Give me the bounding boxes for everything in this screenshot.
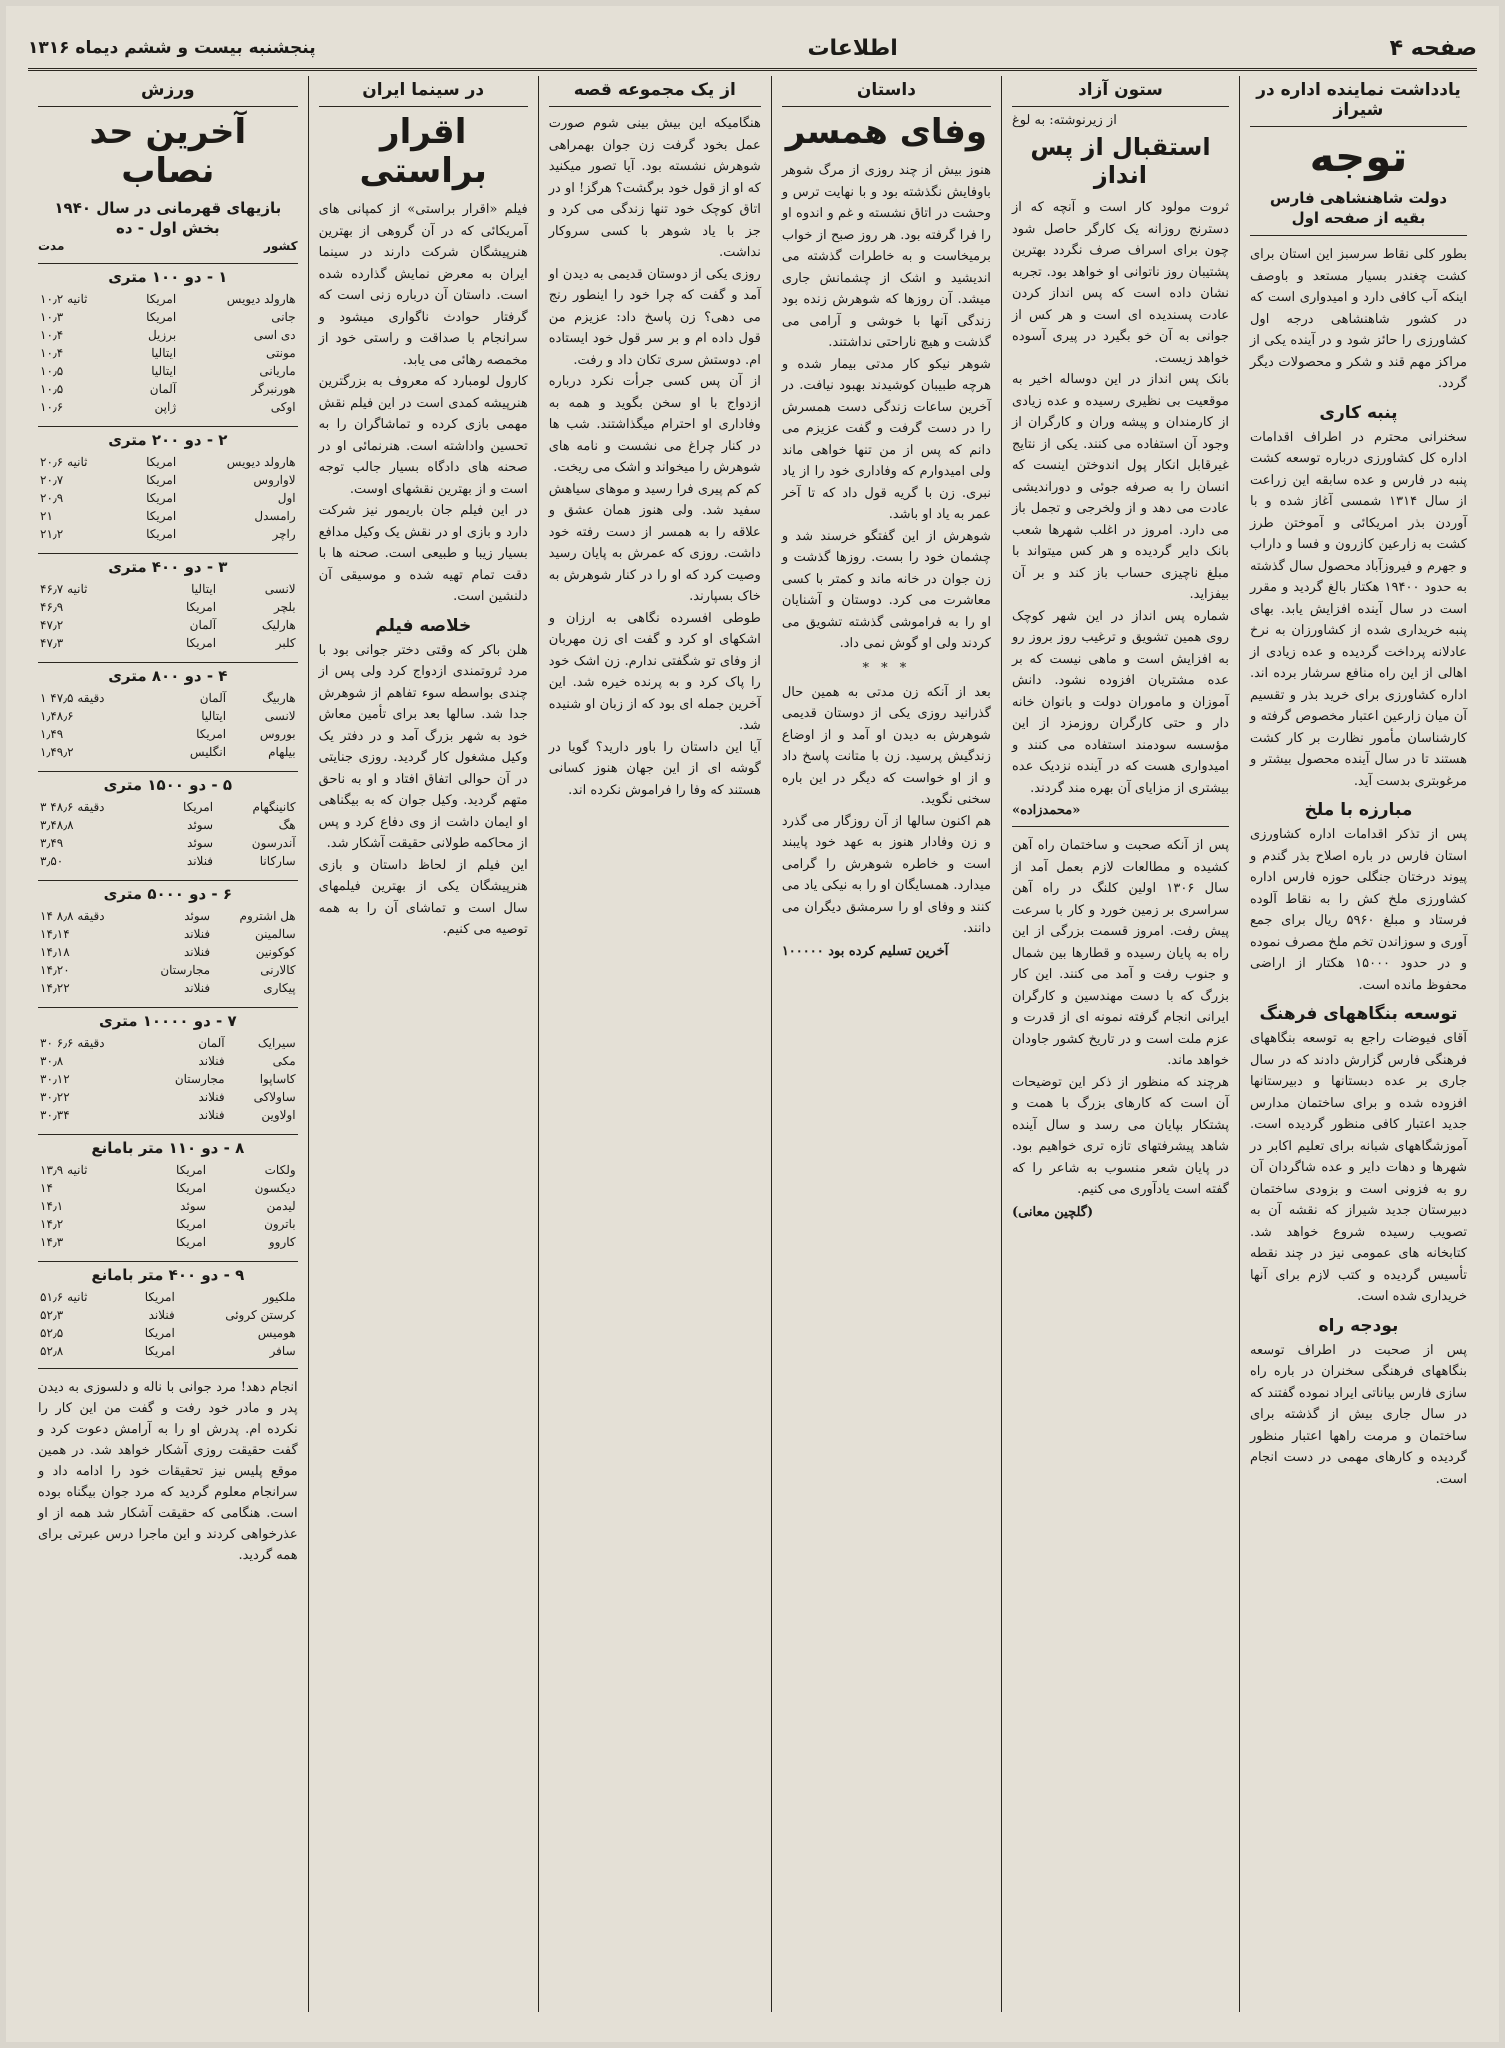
table-row	[38, 1324, 298, 1342]
table-row	[38, 308, 298, 326]
results-table	[38, 907, 298, 997]
issue-date: پنجشنبه بیست و ششم دیماه ۱۳۱۶	[28, 38, 316, 58]
header-country: کشور	[264, 239, 298, 254]
table-row	[38, 1161, 298, 1179]
paper-title: اطلاعات	[807, 35, 898, 61]
result-time: ۱۳٫۹ ثانیه	[40, 1163, 88, 1178]
result-time: ۲۰٫۹	[40, 491, 64, 506]
athlete-country: امریکا	[186, 600, 217, 615]
sports-subheading: بازیهای قهرمانی در سال ۱۹۴۰	[54, 199, 282, 218]
section-heading: پنبه کاری	[1319, 402, 1398, 423]
result-time: ۱۰٫۴	[40, 328, 64, 343]
event-title: ۲ - دو ۲۰۰ متری	[38, 426, 298, 449]
article-deck: دولت شاهنشاهی فارس	[1269, 189, 1448, 208]
result-time: ۳۰٫۳۴	[40, 1108, 70, 1123]
author-signature: «محمدزاده»	[1011, 803, 1081, 819]
athlete-country: آلمان	[199, 691, 227, 706]
athlete-name: سیرایک	[257, 1036, 296, 1051]
article-paragraph: پس از صحبت در اطراف توسعه بنگاههای فرهنگی سخنران در باره راه سازی فارس بیاناتی ایراد نموده گفتند که در سال جاری بیش از گذشته برای ساختمان و مرمت راهها اعتبار منظور گردیده و کارهای مهمی در دست انجام است.	[1249, 1342, 1467, 1487]
athlete-name: مکی	[272, 1054, 296, 1069]
result-time: ۲۱	[40, 509, 53, 524]
athlete-name: هگ	[278, 818, 296, 833]
athlete-name: سارکانا	[259, 854, 296, 869]
table-row	[38, 743, 298, 761]
athlete-name: لیدمن	[266, 1199, 296, 1214]
table-row	[38, 598, 298, 616]
athlete-country: آلمان	[198, 1036, 225, 1051]
table-row	[38, 707, 298, 725]
column-label: یادداشت نماینده اداره در شیراز	[1250, 76, 1467, 127]
result-time: ۴۷٫۲	[40, 618, 64, 633]
masthead	[28, 28, 1477, 71]
athlete-country: سوئد	[184, 909, 211, 924]
athlete-country: ایتالیا	[151, 346, 177, 361]
table-row	[38, 616, 298, 634]
athlete-name: جانی	[271, 310, 296, 325]
athlete-name: ولکات	[264, 1163, 296, 1178]
result-time: ۱۴ دقیقه ۸٫۸	[40, 909, 105, 924]
table-row	[38, 979, 298, 997]
table-row	[38, 1215, 298, 1233]
article-paragraph: ثروت مولود کار است و آنچه که از دسترنج روزانه یک کارگر حاصل شود چون برای اسراف صرف نگردد بهترین پشتیبان روز ناتوانی او خواهد بود. تجربه نشان داده است که پس انداز کردن عادت پسندیده ای است و هر کس از جوانی به آن خو بگیرد در پیری آسوده خواهد زیست.	[1011, 200, 1229, 366]
table-row	[38, 1288, 298, 1306]
athlete-country: امریکا	[146, 527, 177, 542]
athlete-name: بیلهام	[268, 745, 296, 760]
result-time: ۵۲٫۵	[40, 1326, 64, 1341]
table-row	[38, 525, 298, 543]
review-paragraph: فیلم «اقرار براستی» از کمپانی های آمریکائی که در آن گروهی از بهترین هنرپیشگان شرکت دارند در سینما ایران به معرض نمایش گذارده شده است. داستان آن درباره زنی است که گرفتار حوادث ناگواری میشود و سرانجام با صداقت و راستی خود از مخمصه رهائی می یابد.	[318, 202, 528, 368]
review-paragraph: این فیلم از لحاظ داستان و بازی هنرپیشگان یکی از بهترین فیلمهای سال است و تماشای آن را به همه توصیه می کنیم.	[318, 857, 528, 938]
table-row	[38, 1070, 298, 1088]
table-row	[38, 380, 298, 398]
table-row	[38, 1233, 298, 1251]
result-time: ۳ دقیقه ۴۸٫۶	[40, 800, 105, 815]
results-table	[38, 1288, 298, 1360]
newspaper-page	[6, 6, 1499, 2042]
result-time: ۵۲٫۳	[40, 1308, 64, 1323]
athlete-name: دیکسون	[254, 1181, 296, 1196]
athlete-country: سوئد	[187, 836, 214, 851]
athlete-name: راچر	[272, 527, 296, 542]
table-row	[38, 798, 298, 816]
table-row	[38, 634, 298, 652]
story-paragraph: هم اکنون سالها از آن روزگار می گذرد و زن وفادار هنوز به عهد خود پایبند است و خاطره شوهرش را گرامی میدارد. همسایگان او را به نیکی یاد می کنند و وفای او را سرمشق دیگران می دانند.	[781, 813, 991, 937]
athlete-country: امریکا	[144, 1290, 175, 1305]
header-time: مدت	[38, 239, 65, 254]
result-time: ۴۶٫۹	[40, 600, 64, 615]
column-label: ورزش	[38, 76, 298, 107]
columns	[28, 76, 1477, 2012]
article-deck-continued: بقیه از صفحه اول	[1291, 209, 1426, 228]
review-paragraph: هلن باکر که وقتی دختر جوانی بود با مرد ثروتمندی ازدواج کرد ولی پس از چندی بواسطه سوء تفاهم از شوهرش جدا شد. سالها بعد برای تأمین معاش خود به شهر بزرگ آمد و در دفتر یک وکیل مشغول کار گردید. روزی جنایتی در آن حوالی اتفاق افتاد و او به ناحق متهم گردید. وکیل جوان که به بیگناهی او ایمان داشت از وی دفاع کرد و پس از محاکمه طولانی حقیقت آشکار شد.	[318, 642, 528, 852]
athlete-name: هارولد دیویس	[226, 455, 296, 470]
result-time: ۴۶٫۷ ثانیه	[40, 582, 88, 597]
event-title: ۴ - دو ۸۰۰ متری	[38, 662, 298, 685]
result-time: ۱۰٫۲ ثانیه	[40, 292, 88, 307]
athlete-name: ملکیور	[262, 1290, 296, 1305]
athlete-country: سوئد	[180, 1199, 207, 1214]
athlete-name: هومیس	[257, 1326, 296, 1341]
results-table	[38, 1034, 298, 1124]
athlete-name: لاواروس	[253, 473, 296, 488]
result-time: ۲۰٫۷	[40, 473, 64, 488]
results-table	[38, 290, 298, 416]
column-label: داستان	[782, 76, 991, 107]
athlete-name: لانسی	[264, 709, 296, 724]
article-headline: توجه	[1309, 132, 1408, 181]
table-row	[38, 1306, 298, 1324]
athlete-name: بوروس	[259, 727, 296, 742]
event-title: ۷ - دو ۱۰۰۰۰ متری	[38, 1007, 298, 1030]
results-table	[38, 580, 298, 652]
athlete-country: امریکا	[176, 1163, 207, 1178]
athlete-country: ایتالیا	[201, 709, 227, 724]
athlete-name: آندرسون	[251, 836, 296, 851]
athlete-name: دی اسی	[253, 328, 296, 343]
column-story-continued	[538, 76, 771, 2012]
athlete-name: هاربیگ	[262, 691, 296, 706]
article-paragraph: سخنرانی محترم در اطراف اقدامات اداره کل کشاورزی درباره توسعه کشت پنبه در فارس و عده سابقه این زراعت از سال ۱۳۱۴ شمسی آغاز شده و با آوردن بذر امریکائی و آموختن طرز کشت به زارعین کازرون و فسا و داراب و جهرم و فیروزآباد محصول سال گذشته به حدود ۱۹۴۰۰ هکتار بالغ گردید و مقرر است در سال آینده افزایش یابد. بهای پنبه خریداری شده از کشاورزان به نرخ عادلانه پرداخت گردیده و عده زیادی از اهالی از این راه منافع سرشار برده اند. اداره کشاورزی برای خرید بذر و تقسیم آن میان زارعین اعتبار مخصوص گرفته و کارشناسان مأمور نظارت بر کار کشت هستند تا در سال آینده محصول بیشتر و مرغوبتری بدست آید.	[1249, 429, 1468, 789]
article-paragraph: آقای فیوضات راجع به توسعه بنگاههای فرهنگی فارس گزارش دادند که در سال جاری بر عده دبستانها و دبیرستانها افزوده شده و برای ساختمان مدارس جدید اعتبار کافی منظور گردیده است. آموزشگاههای شبانه برای تعلیم اکابر در شهرها و دهات دایر و عده شاگردان آن رو به فزونی است و بزودی ساختمان دبیرستان جدید شیراز که نقشه آن به تصویب رسیده شروع خواهد شد. کتابخانه های عمومی نیز در چند نقطه تأسیس گردیده و کتب لازم برای آنها خریداری شده است.	[1249, 1031, 1467, 1305]
athlete-name: پیکاری	[263, 981, 296, 996]
table-row	[38, 1179, 298, 1197]
result-time: ۱٫۴۹٫۲	[40, 745, 74, 760]
story-paragraph: شوهر نیکو کار مدتی بیمار شده و هرچه طبیبان کوشیدند بهبود نیافت. در آخرین ساعات زندگی دست همسرش را در دست گرفت و گفت عزیزم می دانم که پس از من تنها خواهی ماند ولی امیدوارم که وفاداری خود را از یاد نبری. زن با گریه قول داد که تا آخر عمر به یاد او باشد.	[781, 356, 991, 523]
table-row	[38, 1052, 298, 1070]
athlete-country: امریکا	[144, 1344, 175, 1359]
result-time: ۱۰٫۶	[40, 400, 64, 415]
athlete-country: امریکا	[146, 310, 177, 325]
review-paragraph: در این فیلم جان باریمور نیز شرکت دارد و بازی او در نقش یک وکیل مدافع بسیار زیبا و طبیعی است. صحنه ها با دقت تمام تهیه شده و موسیقی آن دلنشین است.	[318, 503, 528, 605]
athlete-name: ماریانی	[259, 364, 296, 379]
byline: از زیرنوشته: به لوغ	[1011, 113, 1117, 128]
result-time: ۲۰٫۶ ثانیه	[40, 455, 88, 470]
story-paragraph: روزی یکی از دوستان قدیمی به دیدن او آمد و گفت که چرا خود را اینطور رنج می دهی؟ زن پاسخ داد: عزیزم من قول داده ام و بر سر قول خود ایستاده ام. دوستش سری تکان داد و رفت.	[548, 266, 761, 368]
story-paragraph: هنگامیکه این بیش بینی شوم صورت عمل بخود گرفت زن جوان بهمراهی شوهرش نشسته بود. آیا تصور میکنید که او از قول خود برگشت؟ هرگز! او در اتاق کوچک خود تنها زندگی می کرد و جز با یاد شوهر با کسی سروکار نداشت.	[548, 116, 761, 260]
result-time: ۳٫۵۰	[40, 854, 64, 869]
table-row	[38, 362, 298, 380]
athlete-country: آلمان	[149, 382, 177, 397]
column-story	[771, 76, 1001, 2012]
author-signature: (گلچین معانی)	[1011, 1204, 1094, 1220]
table-row	[38, 1034, 298, 1052]
table-row	[38, 1342, 298, 1360]
athlete-name: هارولد دیویس	[226, 292, 296, 307]
review-paragraph: کارول لومبارد که معروف به بزرگترین هنرپیشه کمدی است در این فیلم نقش مهمی بازی کرده و تماشاگران را به تحسین واداشته است. هنرنمائی او در صحنه های دادگاه بسیار جالب توجه است و از بهترین نقشهای اوست.	[318, 374, 528, 497]
athlete-country: مجارستان	[174, 1072, 225, 1087]
section-break: * * *	[862, 660, 911, 676]
article-headline: استقبال از پس انداز	[1030, 133, 1211, 189]
table-row	[38, 925, 298, 943]
athlete-country: امریکا	[146, 491, 177, 506]
result-time: ۳۰ دقیقه ۶٫۶	[40, 1036, 105, 1051]
athlete-country: امریکا	[176, 1235, 207, 1250]
story-headline: وفای همسر	[785, 112, 988, 152]
athlete-country: انگلیس	[189, 745, 227, 760]
athlete-country: امریکا	[183, 800, 214, 815]
results-header	[38, 239, 298, 253]
result-time: ۵۲٫۸	[40, 1344, 64, 1359]
table-row	[38, 580, 298, 598]
result-time: ۵۱٫۶ ثانیه	[40, 1290, 88, 1305]
athlete-name: کلبر	[275, 636, 296, 651]
event-title: ۶ - دو ۵۰۰۰ متری	[38, 880, 298, 903]
column-label: ستون آزاد	[1012, 76, 1229, 107]
event-title: ۳ - دو ۴۰۰ متری	[38, 553, 298, 576]
story-paragraph: از آن پس کسی جرأت نکرد درباره ازدواج با او سخن بگوید و همه به وفاداری او احترام میگذاشتند. شب ها در کنار چراغ می نشست و نامه های شوهرش را میخواند و اشک می ریخت.	[548, 374, 761, 475]
results-table	[38, 798, 298, 870]
result-time: ۱٫۴۸٫۶	[40, 709, 74, 724]
article-paragraph: بانک پس انداز در این دوساله اخیر به موقعیت بی نظیری رسیده و عده زیادی از کارمندان و پیشه وران و کارگران از وجود آن استفاده می کنند. یکی از نتایج غیرقابل انکار پول اندوختن اینست که انسان را به صرفه جوئی و دوراندیشی عادت می دهد و از ولخرجی و تجمل باز می دارد. امروز در اغلب شهرها شعب بانک دایر گردیده و هر کس میتواند با مبلغ ناچیزی حساب باز کند و بر آن بیفزاید.	[1011, 372, 1229, 603]
table-row	[38, 852, 298, 870]
athlete-name: رامسدل	[254, 509, 296, 524]
table-row	[38, 489, 298, 507]
result-time: ۱۴٫۲۰	[40, 963, 70, 978]
athlete-country: ایتالیا	[151, 364, 177, 379]
athlete-country: برزیل	[147, 328, 177, 343]
section-heading: مبارزه با ملخ	[1304, 800, 1413, 821]
athlete-country: امریکا	[176, 1217, 207, 1232]
result-time: ۳٫۴۹	[40, 836, 64, 851]
athlete-country: امریکا	[196, 727, 227, 742]
film-headline: اقرار براستی	[359, 112, 487, 192]
athlete-name: سافر	[269, 1344, 296, 1359]
story-paragraph: کم کم پیری فرا رسید و موهای سیاهش سفید شد. ولی هنوز همان عشق و علاقه را به همسر از دست رفته خود داشت. روزی که عمرش به پایان رسید وصیت کرد که او را در کنار شوهرش به خاک بسپارند.	[548, 481, 761, 604]
table-row	[38, 816, 298, 834]
athlete-name: کالارنی	[260, 963, 296, 978]
table-row	[38, 689, 298, 707]
result-time: ۳۰٫۸	[40, 1054, 64, 1069]
story-paragraph: طوطی افسرده نگاهی به ارزان و اشکهای او کرد و گفت ای زن مهربان از وفای تو شگفتی ندارم. زن اشک خود را پاک کرد و به پرنده خیره شد. این آخرین جمله ای بود که از زبان او شنیده شد.	[548, 610, 761, 733]
table-row	[38, 398, 298, 416]
column-label: از یک مجموعه قصه	[549, 76, 761, 107]
athlete-name: هل اشتروم	[239, 909, 296, 924]
result-time: ۱۴٫۲	[40, 1217, 64, 1232]
section-heading: بودجه راه	[1318, 1315, 1399, 1336]
results-list	[38, 263, 298, 1360]
article-paragraph: هرچند که منظور از ذکر این توضیحات آن است که کارهای بزرگ با همت و پشتکار بپایان می رسد و سال آینده شاهد پیشرفتهای تازه تری خواهیم بود. در پایان شعر منسوب به شاعر را که گفته است یادآوری می کنیم.	[1011, 1074, 1229, 1198]
result-time: ۱۰٫۴	[40, 346, 64, 361]
event-title: ۸ - دو ۱۱۰ متر بامانع	[38, 1134, 298, 1157]
athlete-country: ژاپن	[154, 400, 177, 415]
athlete-name: باترون	[264, 1217, 296, 1232]
result-time: ۲۱٫۲	[40, 527, 64, 542]
table-row	[38, 907, 298, 925]
athlete-name: اوکی	[270, 400, 296, 415]
athlete-name: ساولاکی	[253, 1090, 296, 1105]
sports-subheading: بخش اول - ده	[116, 219, 220, 238]
athlete-country: فنلاند	[148, 1308, 175, 1323]
result-time: ۱۰٫۵	[40, 382, 64, 397]
athlete-country: امریکا	[146, 455, 177, 470]
athlete-country: امریکا	[176, 1181, 207, 1196]
story-paragraph: شوهرش از این گفتگو خرسند شد و چشمان خود را بست. روزها گذشت و زن جوان در خانه ماند و کمتر با کسی معاشرت می کرد. دوستان و آشنایان او را به فراموشی گذشته تشویق می کردند ولی او گوش نمی داد.	[781, 528, 991, 652]
article-paragraph: پس از تذکر اقدامات اداره کشاورزی استان فارس در باره اصلاح بذر گندم و پیوند درختان جنگلی حوزه فارس اداره کشاورزی ملخ کش را به نقاط آلوده فرستاد و مبلغ ۵۹۶۰ ریال برای جمع آوری و سوزاندن تخم ملخ مصرف نموده و در حدود ۱۵۰۰۰ هکتار از اراضی محفوظ مانده است.	[1249, 827, 1468, 993]
results-table	[38, 453, 298, 543]
table-row	[38, 1197, 298, 1215]
table-row	[38, 961, 298, 979]
column-sports	[28, 76, 308, 2012]
column-label: در سینما ایران	[319, 76, 528, 107]
athlete-name: هورنبرگر	[251, 382, 296, 397]
result-time: ۱۴٫۱۸	[40, 945, 70, 960]
athlete-name: هارلیک	[261, 618, 296, 633]
article-paragraph: انجام دهد! مرد جوانی با ناله و دلسوزی به دیدن پدر و مادر خود رفت و گفت من این کار را نکرده ام. پدرش او را به آرامش دعوت کرد و گفت حقیقت روزی آشکار خواهد شد. در همین موقع پلیس نیز تحقیقات خود را ادامه داد و سرانجام معلوم گردید که مرد جوان بیگناه بوده است. هنگامی که حقیقت آشکار شد همه از او عذرخواهی کردند و این ماجرا درس عبرتی برای همه گردید.	[38, 1380, 298, 1564]
athlete-name: مونتی	[266, 346, 296, 361]
story-paragraph: هنوز بیش از چند روزی از مرگ شوهر باوفایش نگذشته بود و با نهایت ترس و وحشت در اتاق نشسته و غم و اندوه او را فرا گرفته بود. هر روز صبح از خواب برمیخاست و به خاطرات گذشته می اندیشید و اشک از چشمانش جاری میشد. آن روزها که شوهرش زنده بود زندگی آنها با خوشی و آرامی می گذشت و هیچ ناراحتی نداشتند.	[781, 163, 991, 351]
table-row	[38, 1106, 298, 1124]
athlete-country: فنلاند	[198, 1090, 225, 1105]
athlete-name: کرستن کروئی	[225, 1308, 296, 1323]
athlete-country: امریکا	[146, 473, 177, 488]
sports-headline: آخرین حد نصاب	[89, 112, 247, 192]
result-time: ۱ دقیقه ۴۷٫۵	[40, 691, 105, 706]
athlete-name: کانینگهام	[252, 800, 296, 815]
table-row	[38, 507, 298, 525]
athlete-country: سوئد	[187, 818, 214, 833]
event-title: ۵ - دو ۱۵۰۰ متری	[38, 771, 298, 794]
athlete-name: اول	[277, 491, 296, 506]
athlete-name: اولاوین	[261, 1108, 296, 1123]
table-row	[38, 326, 298, 344]
article-paragraph: پس از آنکه صحبت و ساختمان راه آهن کشیده و مطالعات لازم بعمل آمد از سال ۱۳۰۶ اولین کلنگ در راه آهن سراسری بر زمین خورد و کار با سرعت پیش رفت. امروز قسمت بزرگی از این راه به پایان رسیده و قطارها بین شمال و جنوب رفت و آمد می کنند. این کار بزرگ که با دست مهندسین و کارگران ایرانی انجام گرفته نمونه ای از قدرت و عزم ملت است و در تاریخ کشور جاودان خواهد ماند.	[1011, 838, 1229, 1069]
result-time: ۳۰٫۱۲	[40, 1072, 70, 1087]
result-time: ۱٫۴۹	[40, 727, 64, 742]
divider	[38, 1368, 298, 1369]
result-time: ۱۴٫۲۲	[40, 981, 70, 996]
column-cinema	[308, 76, 538, 2012]
athlete-country: آلمان	[189, 618, 217, 633]
event-title: ۱ - دو ۱۰۰ متری	[38, 263, 298, 286]
table-row	[38, 471, 298, 489]
athlete-name: بلچر	[273, 600, 296, 615]
result-time: ۱۴	[40, 1181, 53, 1196]
table-row	[38, 725, 298, 743]
athlete-name: کاروو	[268, 1235, 296, 1250]
table-row	[38, 453, 298, 471]
column-free-column	[1001, 76, 1239, 2012]
column-fars-report	[1239, 76, 1477, 2012]
athlete-country: فنلاند	[183, 927, 211, 942]
result-time: ۳٫۴۸٫۸	[40, 818, 74, 833]
story-ending: آخرین تسلیم کرده بود ۱۰۰۰۰۰	[781, 943, 949, 959]
result-time: ۱۴٫۳	[40, 1235, 64, 1250]
athlete-name: لانسی	[264, 582, 296, 597]
athlete-country: امریکا	[144, 1326, 175, 1341]
athlete-country: فنلاند	[183, 981, 211, 996]
table-row	[38, 1088, 298, 1106]
event-title: ۹ - دو ۴۰۰ متر بامانع	[38, 1261, 298, 1284]
athlete-country: مجارستان	[160, 963, 211, 978]
results-table	[38, 689, 298, 761]
result-time: ۴۷٫۳	[40, 636, 64, 651]
athlete-country: ایتالیا	[191, 582, 217, 597]
section-heading: خلاصه فیلم	[375, 615, 472, 636]
athlete-country: فنلاند	[186, 854, 214, 869]
result-time: ۱۰٫۵	[40, 364, 64, 379]
athlete-name: کاساپوا	[259, 1072, 296, 1087]
page-number: صفحه ۴	[1389, 35, 1477, 61]
results-table	[38, 1161, 298, 1251]
divider	[1250, 235, 1467, 236]
story-paragraph: آیا این داستان را باور دارید؟ گویا در گوشه ای از این جهان هنوز کسانی هستند که وفا را فراموش نکرده اند.	[548, 739, 761, 798]
athlete-country: فنلاند	[183, 945, 211, 960]
section-heading: توسعه بنگاههای فرهنگ	[1259, 1004, 1458, 1025]
athlete-name: کوکونین	[255, 945, 296, 960]
story-paragraph: بعد از آنکه زن مدتی به همین حال گذرانید روزی یکی از دوستان قدیمی شوهرش به دیدن او آمد و از اوضاع زندگیش پرسید. زن با متانت پاسخ داد و از او خواست که دیگر در این باره سخنی نگوید.	[781, 684, 991, 808]
table-row	[38, 290, 298, 308]
athlete-country: فنلاند	[198, 1054, 225, 1069]
athlete-country: امریکا	[146, 509, 177, 524]
table-row	[38, 834, 298, 852]
athlete-country: امریکا	[186, 636, 217, 651]
result-time: ۱۴٫۱	[40, 1199, 64, 1214]
athlete-country: امریکا	[146, 292, 177, 307]
table-row	[38, 344, 298, 362]
table-row	[38, 943, 298, 961]
article-paragraph: بطور کلی نقاط سرسبز این استان برای کشت چغندر بسیار مستعد و باوصف اینکه آب کافی دارد و امیدواری است که در کشور شاهنشاهی درجه اول کشاورزی را حائز شود و در آینده یکی از مراکز مهم قند و شکر و محصولات دیگر گردد.	[1249, 247, 1467, 392]
divider	[1012, 826, 1229, 827]
result-time: ۳۰٫۲۲	[40, 1090, 70, 1105]
athlete-name: سالمینن	[254, 927, 296, 942]
athlete-country: فنلاند	[198, 1108, 225, 1123]
article-paragraph: شماره پس انداز در این شهر کوچک روی همین تشویق و ترغیب روز بروز رو به افزایش است و ماهی نیست که بر عده مشتریان افزوده نشود. دانش آموزان و ماموران دولت و بانوان خانه دار و حتی کارگران روزمزد از این مؤسسه سودمند استفاده می کنند و امیدواری هست که در آینده نزدیک عده بیشتری از مزایای آن بهره مند گردند.	[1011, 608, 1229, 796]
result-time: ۱۰٫۳	[40, 310, 64, 325]
result-time: ۱۴٫۱۴	[40, 927, 70, 942]
